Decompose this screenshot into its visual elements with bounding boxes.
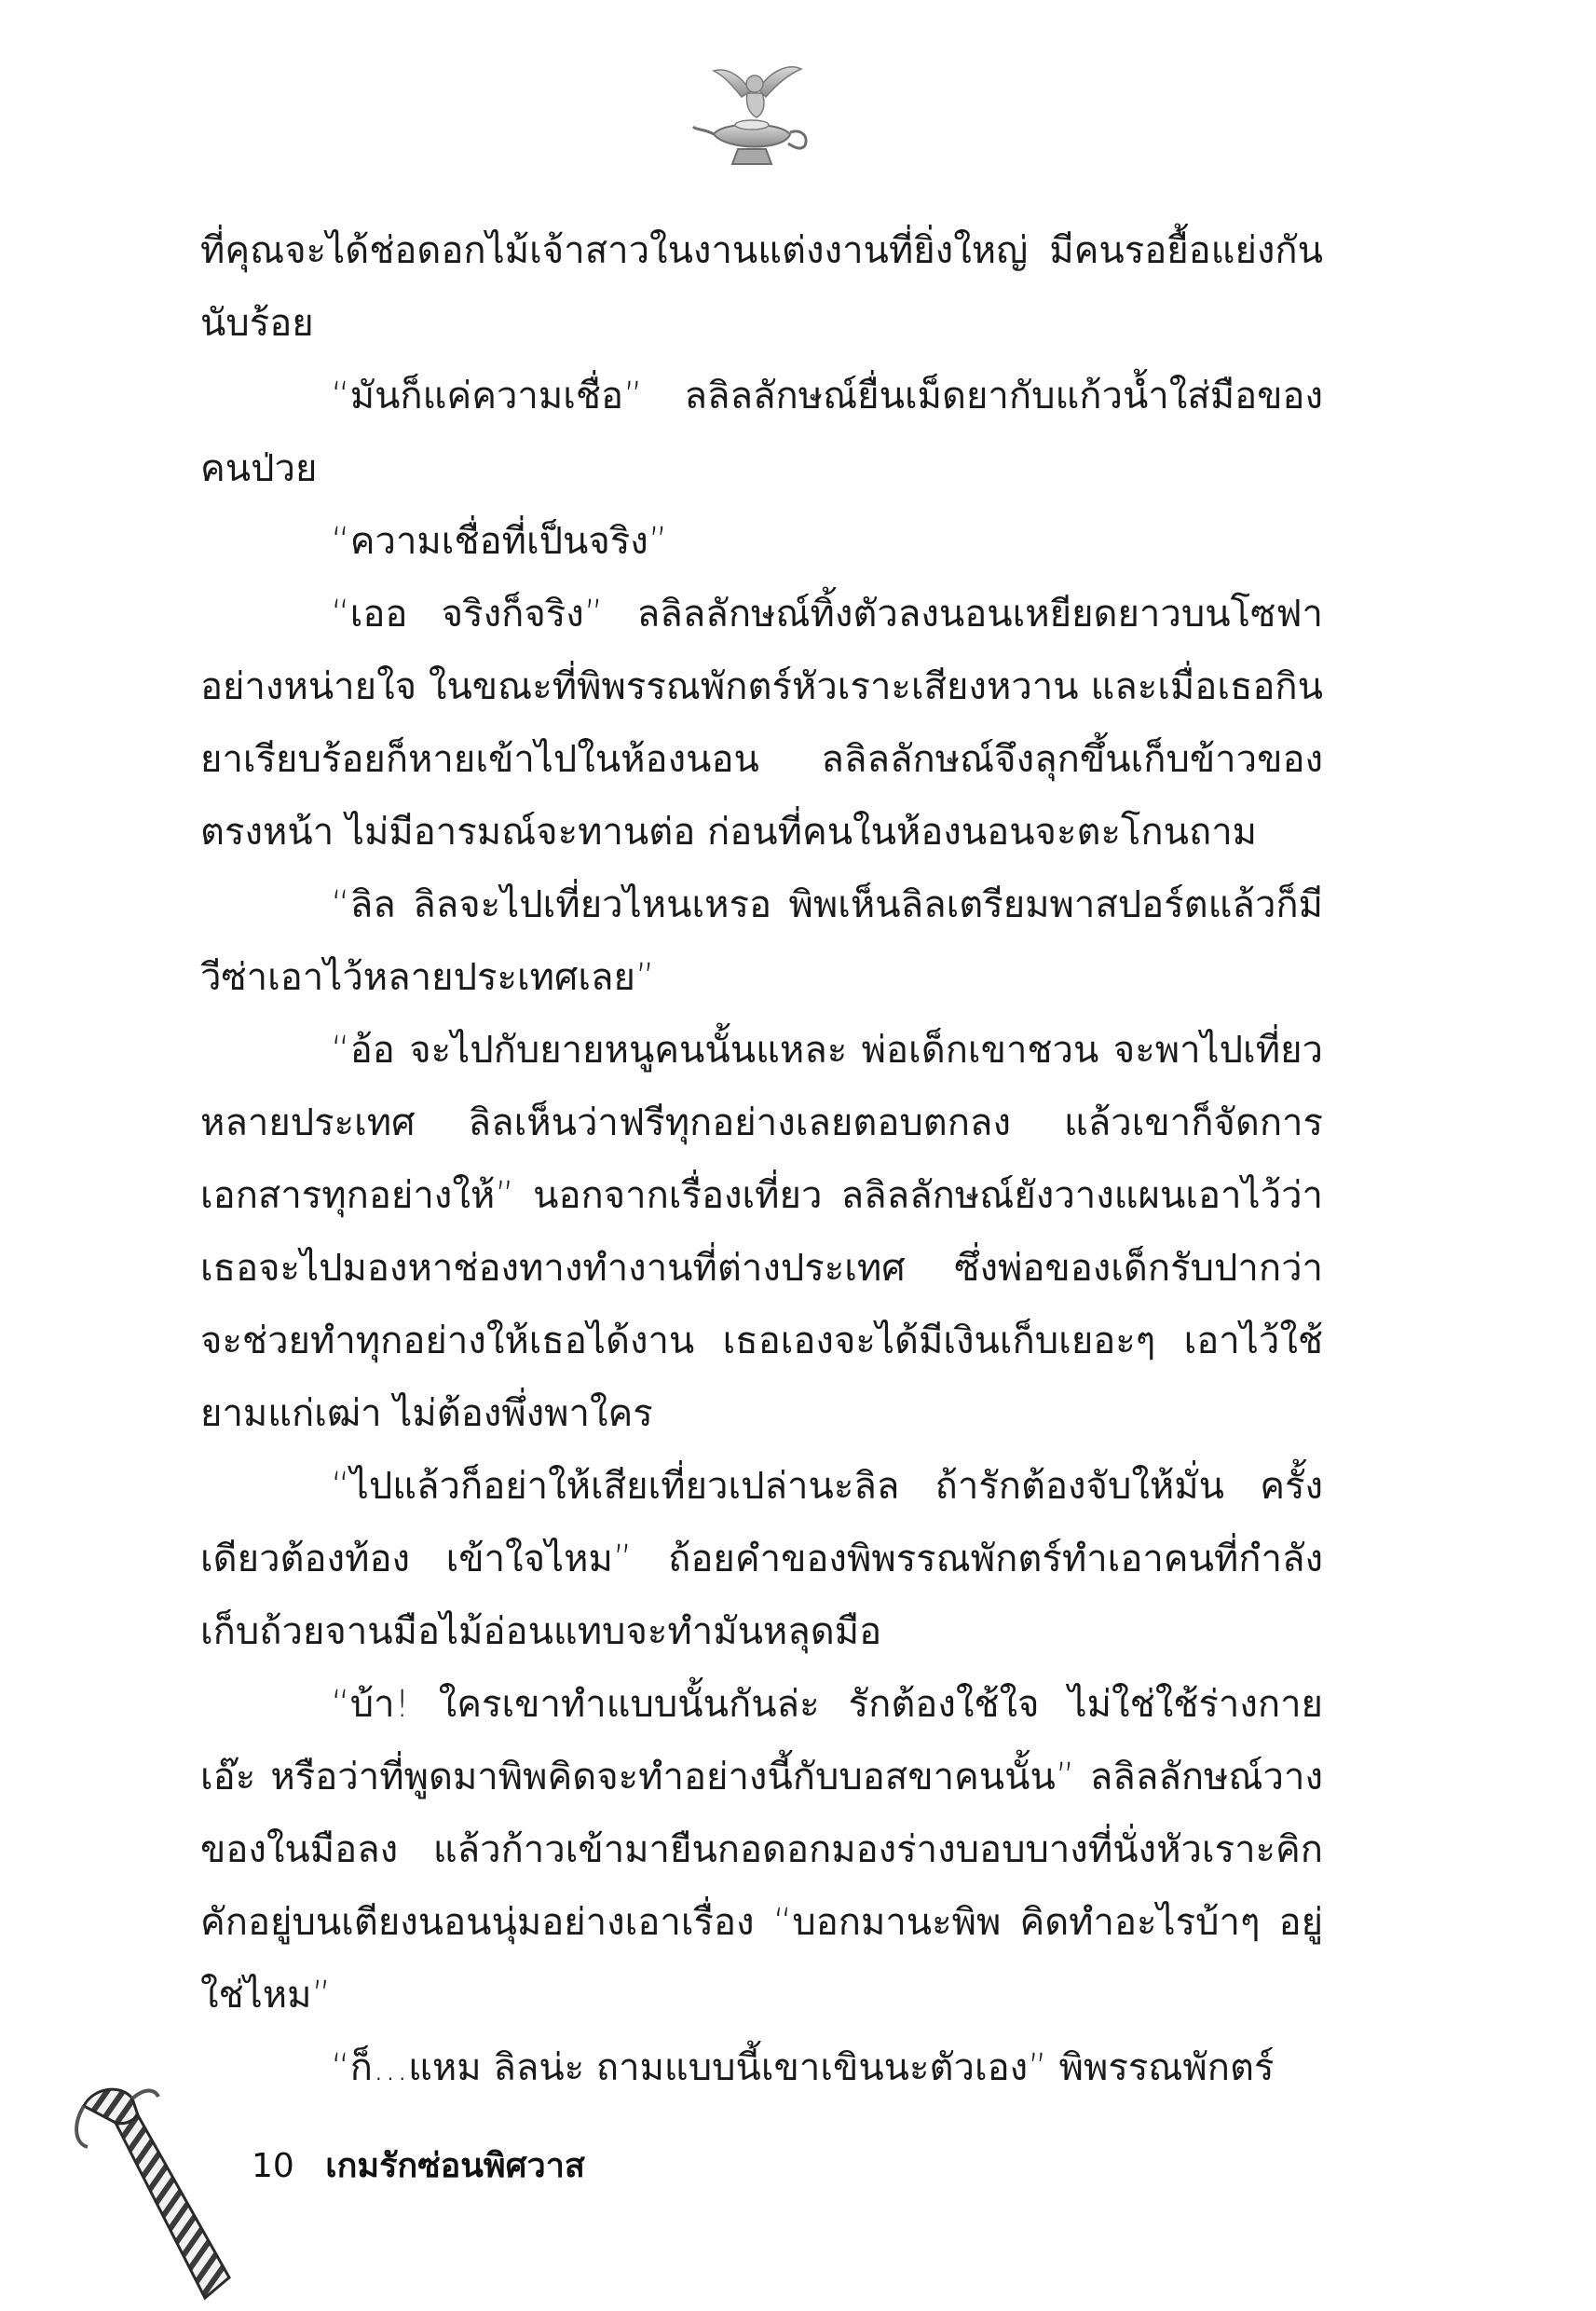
- necktie-icon: [65, 2078, 242, 2302]
- paragraph-1: ที่คุณจะได้ช่อดอกไม้เจ้าสาวในงานแต่งงานที่ยิ่งใหญ่ มีคนรอยื้อแย่งกันนับร้อย: [200, 229, 1323, 345]
- paragraph-8: “บ้า! ใครเขาทำแบบนั้นกันล่ะ รักต้องใช้ใจ ไม่ใช่ใช้ร่างกาย เอ๊ะ หรือว่าที่พูดมาพิพคิดจะทำอย่างนี้กับบอสขาคนนั้น” ลลิลลักษณ์วางของในมือลง แล้วก้าวเข้ามายืนกอดอกมองร่างบอบบางที่นั่งหัวเราะคิกคักอยู่บนเตียงนอนนุ่มอย่างเอาเรื่อง “บอกมานะพิพ คิดทำอะไรบ้าๆ อยู่ใช่ไหม”: [200, 1683, 1323, 2017]
- paragraph-7: “ไปแล้วก็อย่าให้เสียเที่ยวเปล่านะลิล ถ้ารักต้องจับให้มั่น ครั้งเดียวต้องท้อง เข้าใจไหม” ถ้อยคำของพิพรรณพักตร์ทำเอาคนที่กำลังเก็บถ้วยจานมือไม้อ่อนแทบจะทำมันหลุดมือ: [200, 1465, 1323, 1653]
- page-number: 10: [252, 2147, 294, 2185]
- paragraph-9: “ก็...แหม ลิลน่ะ ถามแบบนี้เขาเขินนะตัวเอง” พิพรรณพักตร์: [331, 2046, 1275, 2089]
- book-title: เกมรักซ่อนพิศวาส: [325, 2147, 585, 2185]
- paragraph-3: “ความเชื่อที่เป็นจริง”: [331, 520, 668, 563]
- paragraph-5: “ลิล ลิลจะไปเที่ยวไหนเหรอ พิพเห็นลิลเตรียมพาสปอร์ตแล้วก็มีวีซ่าเอาไว้หลายประเทศเลย”: [200, 883, 1323, 999]
- paragraph-4: “เออ จริงก็จริง” ลลิลลักษณ์ทิ้งตัวลงนอนเหยียดยาวบนโซฟาอย่างหน่ายใจ ในขณะที่พิพรรณพักตร์หัวเราะเสียงหวาน และเมื่อเธอกินยาเรียบร้อยก็หายเข้าไปในห้องนอน ลลิลลักษณ์จึงลุกขึ้นเก็บข้าวของตรงหน้า ไม่มีอารมณ์จะทานต่อ ก่อนที่คนในห้องนอนจะตะโกนถาม: [200, 593, 1323, 854]
- paragraph-6: “อ้อ จะไปกับยายหนูคนนั้นแหละ พ่อเด็กเขาชวน จะพาไปเที่ยวหลายประเทศ ลิลเห็นว่าฟรีทุกอย่างเลยตอบตกลง แล้วเขาก็จัดการเอกสารทุกอย่างให้” นอกจากเรื่องเที่ยว ลลิลลักษณ์ยังวางแผนเอาไว้ว่าเธอจะไปมองหาช่องทางทำงานที่ต่างประเทศ ซึ่งพ่อของเด็กรับปากว่าจะช่วยทำทุกอย่างให้เธอได้งาน เธอเองจะได้มีเงินเก็บเยอะๆ เอาไว้ใช้ยามแก่เฒ่า ไม่ต้องพึ่งพาใคร: [200, 1029, 1323, 1435]
- body-text: [200, 214, 1323, 2104]
- paragraph-2: “มันก็แค่ความเชื่อ” ลลิลลักษณ์ยื่นเม็ดยากับแก้วน้ำใส่มือของคนป่วย: [200, 375, 1323, 490]
- page-footer: [252, 2146, 585, 2187]
- cupid-lamp-icon: [686, 56, 816, 177]
